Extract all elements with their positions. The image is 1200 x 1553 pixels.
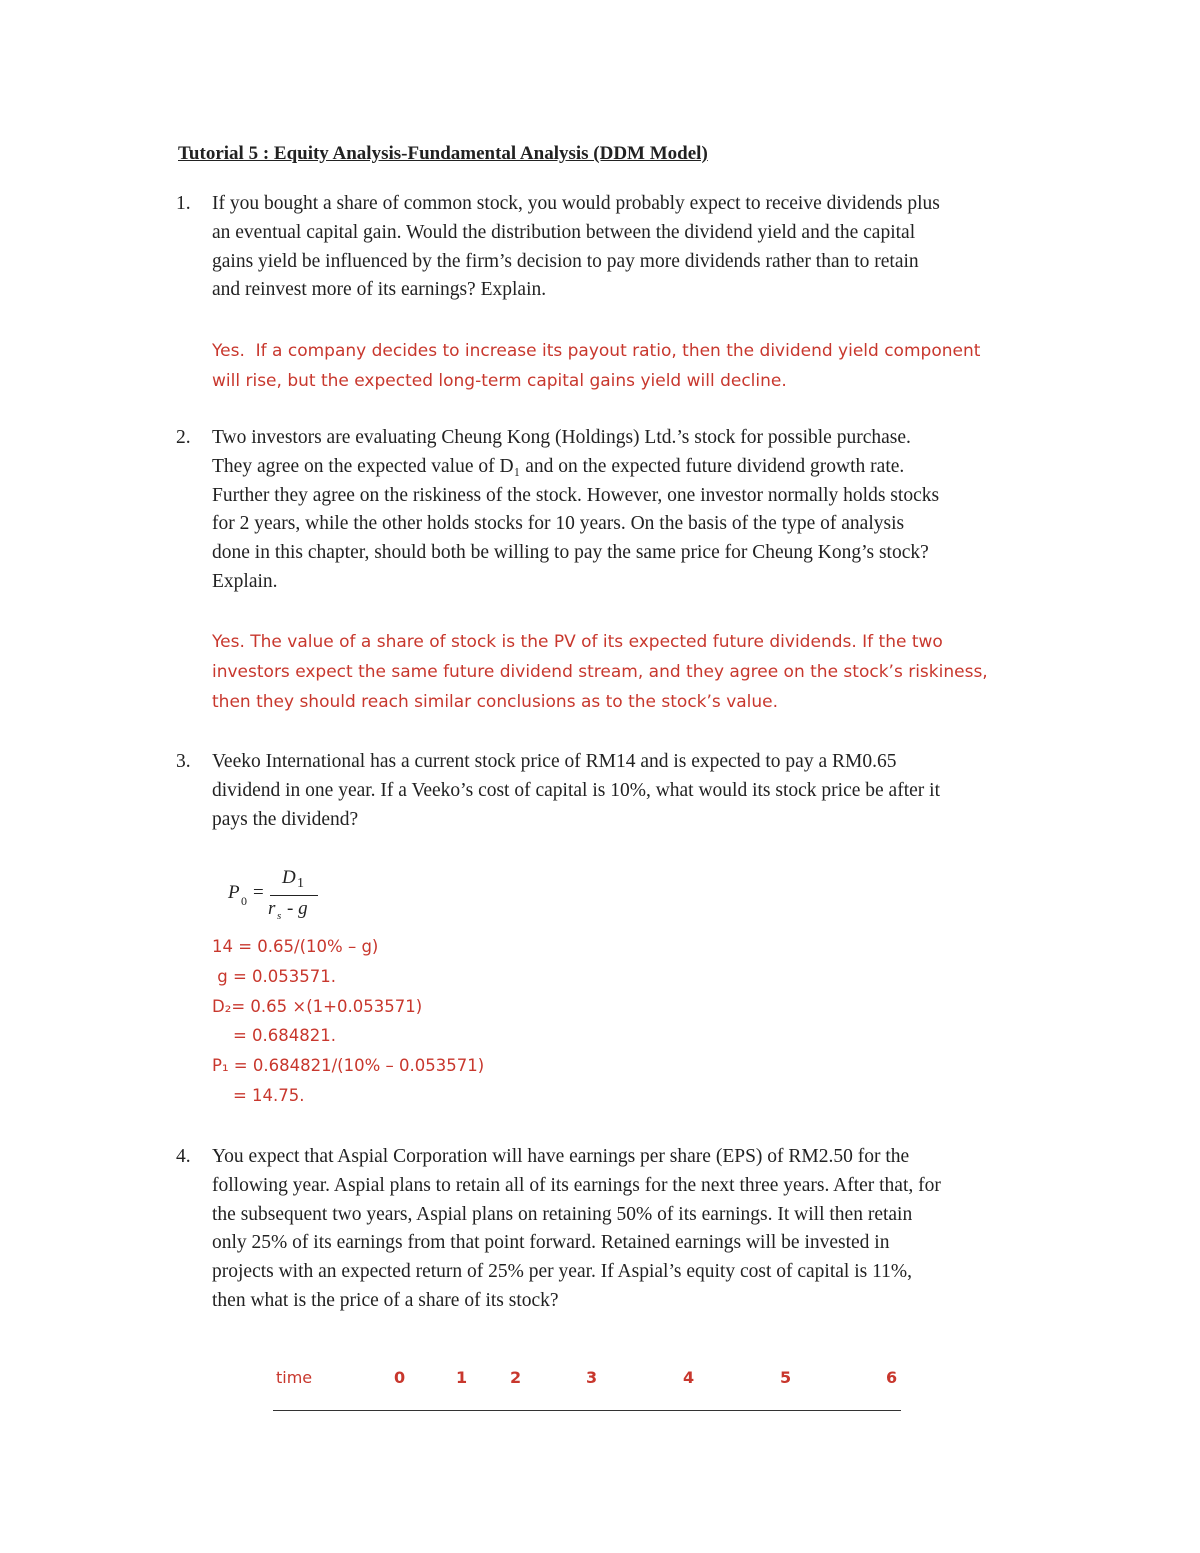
- calc-line-3: D₂= 0.65 ×(1+0.053571): [212, 997, 423, 1016]
- answer-line: investors expect the same future dividend stream, and they agree on the stock’s riskiness,: [212, 662, 988, 682]
- fraction-bar: [270, 895, 318, 896]
- question-line: gains yield be influenced by the firm’s decision to pay more dividends rather than to retain: [212, 250, 919, 272]
- question-3-text: [212, 748, 1042, 834]
- answer-line: then they should reach similar conclusions as to the stock’s value.: [212, 692, 779, 712]
- question-1-number: 1.: [176, 193, 191, 214]
- question-line: an eventual capital gain. Would the distribution between the dividend yield and the capital: [212, 221, 916, 243]
- timeline-period-5: 5: [780, 1368, 792, 1387]
- question-line: projects with an expected return of 25% per year. If Aspial’s equity cost of capital is 11%,: [212, 1261, 912, 1283]
- page-title: Tutorial 5 : Equity Analysis-Fundamental Analysis (DDM Model): [178, 143, 708, 164]
- calc-line-2: g = 0.053571.: [212, 967, 337, 986]
- timeline-axis: [273, 1410, 901, 1411]
- formula-lhs: P: [228, 882, 240, 903]
- timeline-period-0: 0: [394, 1368, 406, 1387]
- ddm-formula: [220, 862, 330, 924]
- calc-line-6: = 14.75.: [212, 1086, 305, 1105]
- question-line: Veeko International has a current stock price of RM14 and is expected to pay a RM0.65: [212, 751, 897, 772]
- timeline-period-3: 3: [586, 1368, 598, 1387]
- formula-numerator: D: [282, 867, 296, 888]
- formula-equals: =: [253, 882, 264, 903]
- question-line: only 25% of its earnings from that point forward. Retained earnings will be invested in: [212, 1232, 890, 1254]
- formula-denominator-rest: - g: [287, 898, 308, 919]
- question-line: You expect that Aspial Corporation will have earnings per share (EPS) of RM2.50 for the: [212, 1146, 910, 1167]
- question-line: and reinvest more of its earnings? Explain.: [212, 279, 547, 301]
- question-2-text: [212, 424, 1042, 597]
- answer-2: [212, 627, 1032, 717]
- timeline-period-1: 1: [456, 1368, 468, 1387]
- question-line: the subsequent two years, Aspial plans on retaining 50% of its earnings. It will then retain: [212, 1203, 913, 1225]
- question-line: Further they agree on the riskiness of the stock. However, one investor normally holds stocks: [212, 484, 940, 506]
- question-line: They agree on the expected value of D₁ and on the expected future dividend growth rate.: [212, 455, 905, 477]
- answer-line: Yes. The value of a share of stock is the PV of its expected future dividends. If the two: [212, 632, 943, 652]
- formula-numerator-subscript: 1: [297, 876, 304, 891]
- question-line: then what is the price of a share of its stock?: [212, 1289, 559, 1311]
- formula-denominator-subscript: s: [277, 910, 282, 922]
- calc-line-5: P₁ = 0.684821/(10% – 0.053571): [212, 1056, 485, 1075]
- timeline-period-6: 6: [886, 1368, 898, 1387]
- question-line: If you bought a share of common stock, you would probably expect to receive dividends plus: [212, 193, 940, 214]
- question-3-number: 3.: [176, 751, 191, 772]
- answer-1: [212, 336, 1032, 396]
- calc-line-1: 14 = 0.65/(10% – g): [212, 937, 379, 956]
- timeline-label: time: [276, 1368, 313, 1387]
- answer-line: Yes. If a company decides to increase its payout ratio, then the dividend yield component: [212, 341, 981, 361]
- formula-denominator: r: [268, 898, 276, 919]
- question-2-number: 2.: [176, 427, 191, 448]
- calc-line-4: = 0.684821.: [212, 1026, 337, 1045]
- question-4-number: 4.: [176, 1146, 191, 1167]
- timeline-period-2: 2: [510, 1368, 522, 1387]
- answer-line: will rise, but the expected long-term capital gains yield will decline.: [212, 371, 787, 391]
- question-line: pays the dividend?: [212, 808, 359, 830]
- question-line: dividend in one year. If a Veeko’s cost of capital is 10%, what would its stock price be after it: [212, 779, 940, 801]
- question-line: Two investors are evaluating Cheung Kong (Holdings) Ltd.’s stock for possible purchase.: [212, 427, 911, 448]
- question-line: following year. Aspial plans to retain all of its earnings for the next three years. After that, for: [212, 1174, 941, 1196]
- question-line: for 2 years, while the other holds stocks for 10 years. On the basis of the type of analysis: [212, 513, 905, 535]
- timeline-period-4: 4: [683, 1368, 695, 1387]
- question-line: Explain.: [212, 570, 278, 592]
- question-4-text: [212, 1143, 1042, 1316]
- formula-lhs-subscript: 0: [241, 894, 247, 908]
- question-line: done in this chapter, should both be willing to pay the same price for Cheung Kong’s stock?: [212, 542, 929, 564]
- question-1-text: [212, 190, 1042, 305]
